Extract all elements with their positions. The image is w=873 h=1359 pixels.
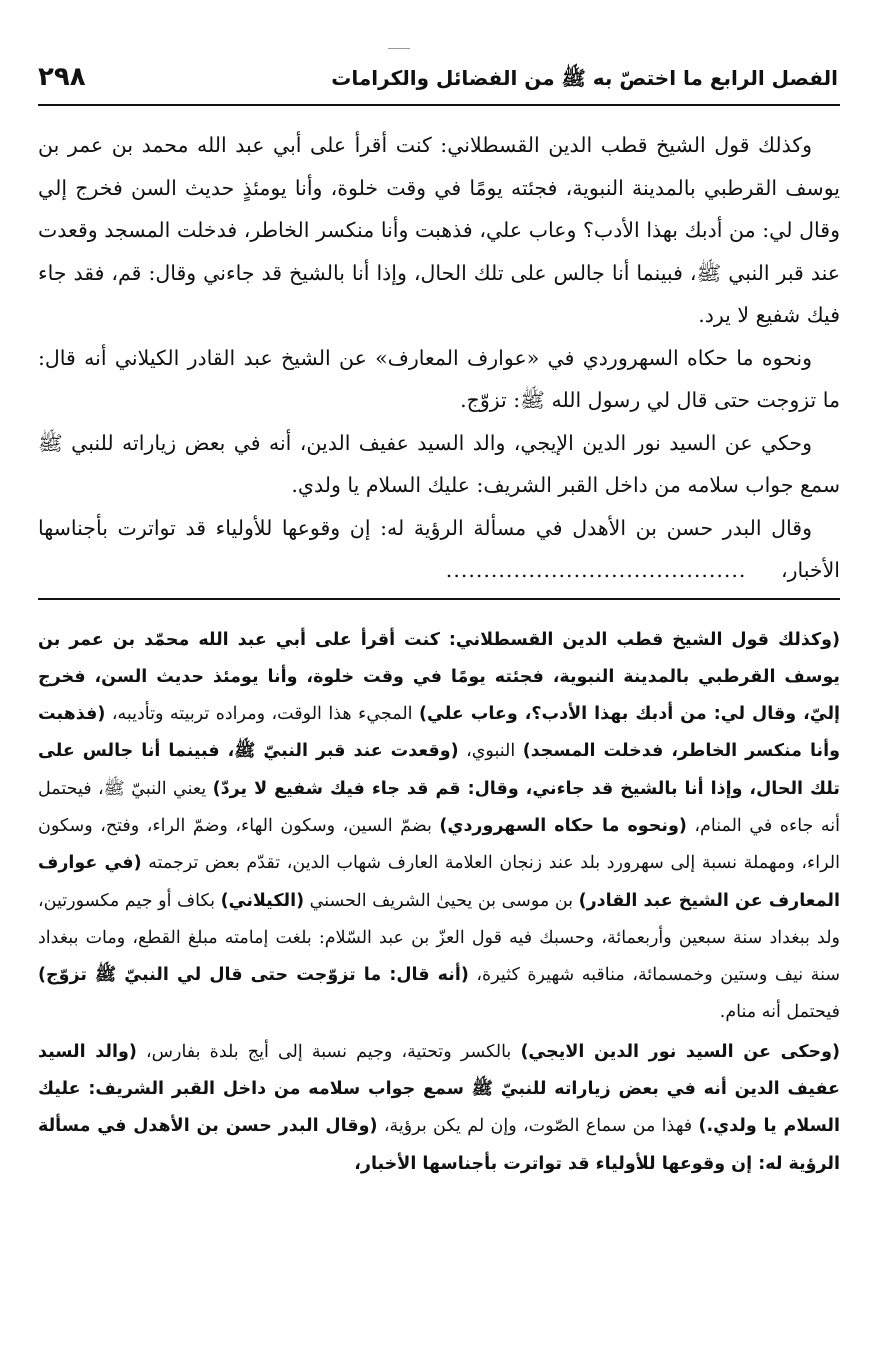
commentary — [38, 622, 840, 1183]
quoted-text: (والد السيد عفيف الدين أنه في بعض زياراته للنبيّ ﷺ سمع جواب سلامه من داخل القبر الشريف: عليك السلام يا ولدي.) — [38, 1041, 841, 1137]
main-paragraph-3: وحكي عن السيد نور الدين الإيجي، والد السيد عفيف الدين، أنه في بعض زياراته للنبي ﷺ سمع جواب سلامه من داخل القبر الشريف: عليك السلام يا ولدي. — [38, 430, 840, 497]
main-paragraph-1: وكذلك قول الشيخ قطب الدين القسطلاني: كنت أقرأ على أبي عبد الله محمد بن عمر بن يوسف القرطبي بالمدينة النبوية، فجئته يومًا في وقت خلوة، وأنا يومئذٍ حديث السن فخرج إلي وقال لي: من أدبك بهذا الأدب؟ وعاب علي، فذهبت وأنا منكسر الخاطر، فدخلت المسجد وقعدت عند قبر النبي ﷺ، فبينما أنا جالس على تلك الحال، وإذا أنا بالشيخ قد جاءني وقال: قم، فقد جاء فيك شفيع لا يرد. — [38, 133, 840, 327]
quoted-text: (وقعدت عند قبر النبيّ ﷺ، فبينما أنا جالس على تلك الحال، وإذا أنا بالشيخ قد جاءني، وقال: قم قد جاء فيك شفيع لا يردّ) — [38, 741, 840, 799]
gloss-text: المجيء هذا الوقت، ومراده تربيته وتأديبه، — [105, 704, 419, 725]
separator-rule — [38, 598, 840, 600]
gloss-text: بالكسر وتحتية، وجيم نسبة إلى أيج بلدة بفارس، — [136, 1041, 521, 1062]
gloss-text: فيحتمل أنه منام. — [719, 1002, 840, 1023]
quoted-text: (وحكى عن السيد نور الدين الايجي) — [520, 1041, 840, 1062]
main-paragraph-4-text: وقال البدر حسن بن الأهدل في مسألة الرؤية له: إن وقوعها للأولياء قد تواترت بأجناسها الأخبار، — [38, 515, 840, 582]
commentary-paragraph-2 — [38, 1034, 840, 1183]
gloss-text: بن موسى بن يحيىٰ الشريف الحسني — [304, 890, 579, 911]
page-header — [38, 62, 840, 106]
book-page — [38, 62, 840, 1185]
main-text — [38, 124, 840, 592]
quoted-text: (وقال البدر حسن بن الأهدل في مسألة الرؤية له: إن وقوعها للأولياء قد تواترت بأجناسها الأخبار، — [38, 1116, 840, 1174]
top-scan-mark — [388, 48, 410, 49]
quoted-text: (وكذلك قول الشيخ قطب الدين القسطلاني: كنت أقرأ على أبي عبد الله محمّد بن عمر بن يوسف القرطبي بالمدينة النبوية، فجئته يومًا في وقت خلوة، وأنا يومئذ حديث السن، فخرج إليّ، وقال لي: من أدبك بهذا الأدب؟، وعاب علي) — [38, 629, 841, 725]
commentary-paragraph-1 — [38, 622, 840, 1032]
main-paragraph-4 — [38, 507, 840, 592]
gloss-text: يعني النبيّ ﷺ، فيحتمل أنه جاءه في المنام، — [38, 778, 840, 836]
gloss-text: بكاف أو جيم مكسورتين، ولد ببغداد سنة سبعين وأربعمائة، وحسبك فيه قول العزّ بن عبد السّلام: بلغت إمامته مبلغ القطع، ومات ببغداد سنة نيف وستين وخمسمائة، مناقبه شهيرة كثيرة، — [38, 890, 841, 986]
quoted-text: (ونحوه ما حكاه السهروردي) — [439, 815, 687, 836]
quoted-text: (أنه قال: ما تزوّجت حتى قال لي النبيّ ﷺ تزوّج) — [38, 965, 469, 986]
quoted-text: (الكيلاني) — [220, 890, 305, 911]
page-number: ٢٩٨ — [38, 62, 86, 92]
running-head: الفصل الرابع ما اختصّ به ﷺ من الفضائل والكرامات — [331, 66, 838, 90]
continuation-dots: ........................................ — [445, 558, 747, 582]
quoted-text: (في عوارف المعارف عن الشيخ عبد القادر) — [38, 853, 840, 911]
quoted-text: (فذهبت وأنا منكسر الخاطر، فدخلت المسجد) — [38, 704, 841, 762]
gloss-text: النبوي، — [458, 741, 523, 762]
main-paragraph-2: ونحوه ما حكاه السهروردي في «عوارف المعارف» عن الشيخ عبد القادر الكيلاني أنه قال: ما تزوجت حتى قال لي رسول الله ﷺ: تزوّج. — [38, 345, 840, 412]
gloss-text: فهذا من سماع الصّوت، وإن لم يكن برؤية، — [377, 1116, 699, 1137]
gloss-text: بضمّ السين، وسكون الهاء، وضمّ الراء، وفتح، وسكون الراء، ومهملة نسبة إلى سهرورد بلد عند زنجان العلامة العارف شهاب الدين، تقدّم بعض ترجمته — [38, 815, 840, 874]
